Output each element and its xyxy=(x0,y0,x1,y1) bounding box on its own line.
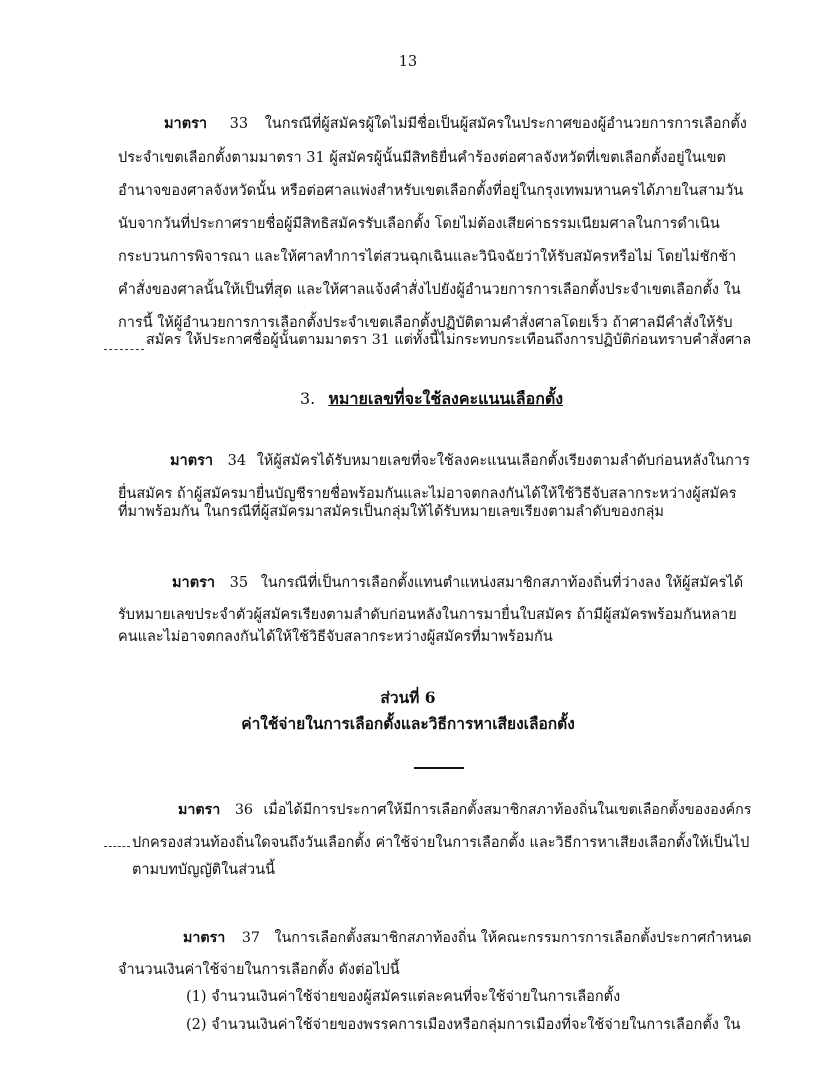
s37-text-1: ในการเลือกตั้งสมาชิกสภาท้องถิ่น ให้คณะกรรมการการเลือกตั้งประกาศกำหนด xyxy=(274,930,752,946)
s35-line-2: รับหมายเลขประจำตัวผู้สมัครเรียงตามลำดับก่อนหลังในการมายื่นใบสมัคร ถ้ามีผู้สมัครพร้อมกันหลาย xyxy=(118,607,737,623)
margin-mark xyxy=(104,349,144,350)
s36-line-3: ตามบทบัญญัติในส่วนนี้ xyxy=(132,862,276,878)
s33-line-1 xyxy=(164,114,747,134)
s34-line-3: ที่มาพร้อมกัน ในกรณีที่ผู้สมัครมาสมัครเป็นกลุ่มให้ได้รับหมายเลขเรียงตามลำดับของกลุ่ม xyxy=(118,504,664,520)
s36-text-1: เมื่อได้มีการประกาศให้มีการเลือกตั้งสมาชิกสภาท้องถิ่นในเขตเลือกตั้งขององค์กร xyxy=(263,802,752,818)
s34-label: มาตรา xyxy=(170,452,214,469)
s33-line-2: ประจำเขตเลือกตั้งตามมาตรา 31 ผู้สมัครผู้นั้นมีสิทธิยื่นคำร้องต่อศาลจังหวัดที่เขตเลือกตั้งอยู่ในเขต xyxy=(118,150,726,166)
s34-text-1: ให้ผู้สมัครได้รับหมายเลขที่จะใช้ลงคะแนนเลือกตั้งเรียงตามลำดับก่อนหลังในการ xyxy=(256,453,750,469)
s34-number: 34 xyxy=(227,453,247,469)
s35-number: 35 xyxy=(229,575,249,591)
s33-number: 33 xyxy=(229,116,249,132)
s33-text-1: ในกรณีที่ผู้สมัครผู้ใดไม่มีชื่อเป็นผู้สมัครในประกาศของผู้อำนวยการการเลือกตั้ง xyxy=(264,116,747,132)
s33-line-6: คำสั่งของศาลนั้นให้เป็นที่สุด และให้ศาลแจ้งคำสั่งไปยังผู้อำนวยการการเลือกตั้งประจำเขตเลือกตั้ง ใน xyxy=(118,282,741,298)
s36-label: มาตรา xyxy=(178,802,221,818)
s33-line-4: นับจากวันที่ประกาศรายชื่อผู้มีสิทธิสมัครรับเลือกตั้ง โดยไม่ต้องเสียค่าธรรมเนียมศาลในการดำเนิน xyxy=(118,216,720,232)
s33-line-8: สมัคร ให้ประกาศชื่อผู้นั้นตามมาตรา 31 แต่ทั้งนี้ไม่กระทบกระเทือนถึงการปฏิบัติก่อนทราบคำสั่งศาล xyxy=(146,332,752,348)
s36-line-2: ปกครองส่วนท้องถิ่นใดจนถึงวันเลือกตั้ง ค่าใช้จ่ายในการเลือกตั้ง และวิธีการหาเสียงเลือกตั้งให้เป็นไป xyxy=(132,835,750,851)
s37-number: 37 xyxy=(241,930,260,946)
s33-line-5: กระบวนการพิจารณา และให้ศาลทำการไต่สวนฉุกเฉินและวินิจฉัยว่าให้รับสมัครหรือไม่ โดยไม่ชักช้า xyxy=(118,249,737,265)
s33-line-7: การนี้ ให้ผู้อำนวยการการเลือกตั้งประจำเขตเลือกตั้งปฏิบัติตามคำสั่งศาลโดยเร็ว ถ้าศาลมีคำสั่งให้รับ xyxy=(118,315,733,331)
s35-line-3: คนและไม่อาจตกลงกันได้ให้ใช้วิธีจับสลากระหว่างผู้สมัครที่มาพร้อมกัน xyxy=(118,629,553,645)
s34-line-1 xyxy=(170,451,750,471)
s37-line-1 xyxy=(183,928,752,948)
margin-mark-2 xyxy=(104,846,130,847)
page-number: 13 xyxy=(398,54,418,70)
s33-label: มาตรา xyxy=(164,115,208,132)
s36-line-1 xyxy=(178,800,751,820)
heading-3-title: หมายเลขที่จะใช้ลงคะแนนเลือกตั้ง xyxy=(328,389,564,408)
s35-text-1: ในกรณีที่เป็นการเลือกตั้งแทนตำแหน่งสมาชิกสภาท้องถิ่นที่ว่างลง ให้ผู้สมัครได้ xyxy=(260,575,744,591)
s35-line-1 xyxy=(172,573,743,593)
s37-item-2: (2) จำนวนเงินค่าใช้จ่ายของพรรคการเมืองหรือกลุ่มการเมืองที่จะใช้จ่ายในการเลือกตั้ง ใน xyxy=(186,1017,741,1033)
s37-label: มาตรา xyxy=(183,930,226,946)
part-6-title: ค่าใช้จ่ายในการเลือกตั้งและวิธีการหาเสียงเลือกตั้ง xyxy=(241,714,575,733)
heading-3 xyxy=(300,389,563,409)
heading-divider xyxy=(414,767,464,769)
s35-label: มาตรา xyxy=(172,574,216,591)
s37-item-1: (1) จำนวนเงินค่าใช้จ่ายของผู้สมัครแต่ละคนที่จะใช้จ่ายในการเลือกตั้ง xyxy=(186,989,621,1005)
heading-3-number: 3. xyxy=(300,389,316,408)
s33-line-3: อำนาจของศาลจังหวัดนั้น หรือต่อศาลแพ่งสำหรับเขตเลือกตั้งที่อยู่ในกรุงเทพมหานครได้ภายในสามวัน xyxy=(118,183,744,199)
part-6-label: ส่วนที่ 6 xyxy=(380,688,436,707)
s34-line-2: ยื่นสมัคร ถ้าผู้สมัครมายื่นบัญชีรายชื่อพร้อมกันและไม่อาจตกลงกันได้ให้ใช้วิธีจับสลากระหว่างผู้สมัคร xyxy=(118,486,737,502)
s36-number: 36 xyxy=(234,802,253,818)
s37-line-2: จำนวนเงินค่าใช้จ่ายในการเลือกตั้ง ดังต่อไปนี้ xyxy=(118,962,400,978)
